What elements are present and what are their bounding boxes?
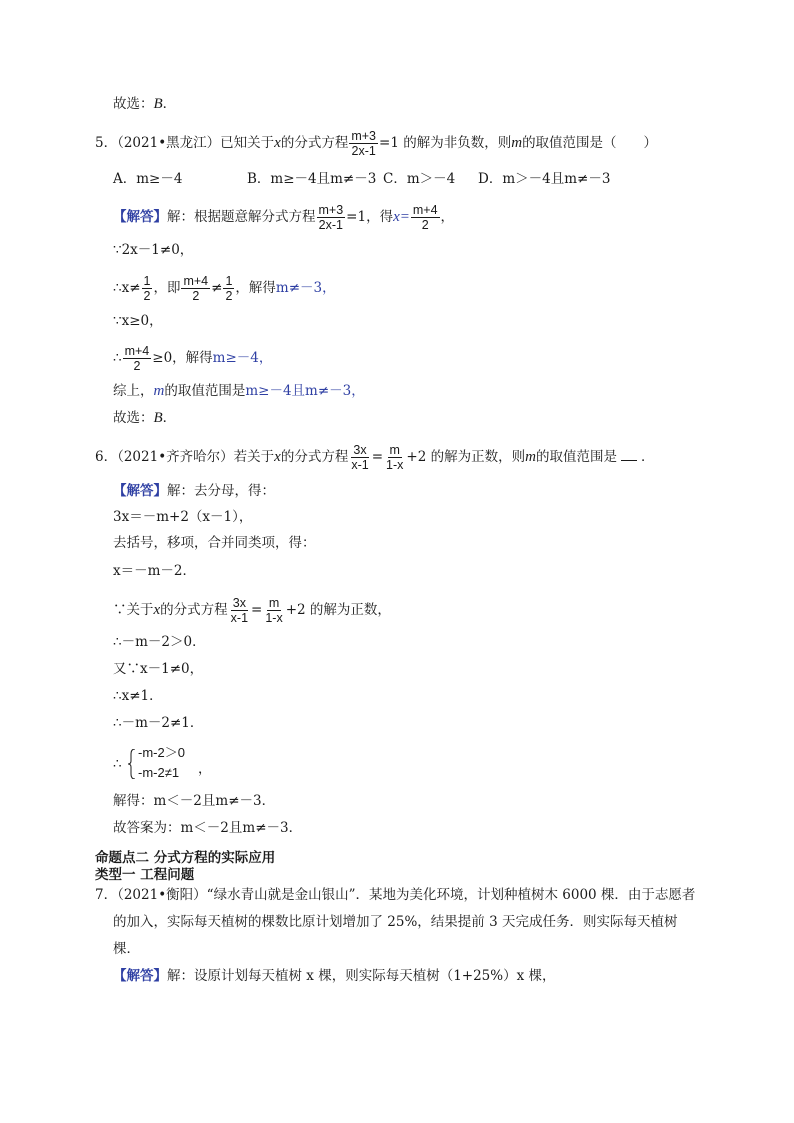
question-7-line-2: 的加入，实际每天植树的棵数比原计划增加了 25%，结果提前 3 天完成任务．则实际每天植树 <box>113 914 678 930</box>
q5-solution-line-5: ∴ $\frac{m+4}{2}$ ≥0，解得m≥－4， <box>113 344 273 373</box>
q6-solution-line-8: ∴x≠1． <box>113 688 163 704</box>
question-6-stem: 6．（2021•齐齐哈尔）若关于x的分式方程 $\frac{3x}{x-1}$ = $\frac{m}{1-x}$ +2 的解为正数，则m的取值范围是 ． <box>95 443 655 472</box>
answer-blank <box>621 448 637 461</box>
q6-solution-line-5: ∵关于x的分式方程 $\frac{3x}{x-1}$ = $\frac{m}{1-x}$ +2 的解为正数， <box>113 596 391 625</box>
option-b: B．m≥－4且m≠－3 <box>247 171 377 187</box>
answer-tag: 【解答】 <box>113 968 167 984</box>
fraction: $\frac{m}{1-x}$ <box>386 443 404 472</box>
option-c: C．m＞－4 <box>383 171 456 187</box>
q6-solution-line-4: x＝－m－2． <box>113 563 197 579</box>
q6-solution-line-7: 又∵x－1≠0， <box>113 661 204 677</box>
q5-solution-line-3: ∴x≠ $\frac{1}{2}$ ，即 $\frac{m+4}{2}$ ≠ $\frac{1}{2}$ ，解得m≠－3， <box>113 274 336 303</box>
q6-solution-therefore: ∴ <box>113 756 122 772</box>
fraction: $\frac{1}{2}$ <box>143 274 151 303</box>
answer-tag: 【解答】 <box>113 209 167 225</box>
answer-choice: B <box>153 96 163 112</box>
section-subtitle: 类型一 工程问题 <box>95 867 195 883</box>
q6-solution-line-9: ∴－m－2≠1． <box>113 715 204 731</box>
q6-solution-line-11: 解得：m＜－2且m≠－3． <box>113 793 276 809</box>
q6-solution-line-12: 故答案为：m＜－2且m≠－3． <box>113 820 303 836</box>
prev-answer-line: 故选：B． <box>113 96 177 112</box>
fraction: $\frac{m+3}{2x-1}$ <box>318 203 344 232</box>
section-title: 命题点二 分式方程的实际应用 <box>95 850 276 866</box>
question-7-line-1: 7．（2021•衡阳）“绿水青山就是金山银山”．某地为美化环境，计划种植树木 6000 棵．由于志愿者 <box>95 887 696 903</box>
fraction: $\frac{m+3}{2x-1}$ <box>351 129 377 158</box>
system-equation-2: -m-2≠1 <box>138 765 180 780</box>
q5-solution-line-7: 故选：B． <box>113 410 177 426</box>
fraction: $\frac{1}{2}$ <box>225 274 233 303</box>
q5-solution-line-4: ∵x≥0， <box>113 313 163 329</box>
fraction: $\frac{m+4}{2}$ <box>412 203 438 232</box>
system-brace <box>128 749 136 779</box>
fraction: $\frac{3x}{x-1}$ <box>351 443 369 472</box>
system-equation-1: -m-2＞0 <box>138 745 185 760</box>
fraction: $\frac{m+4}{2}$ <box>183 274 209 303</box>
fraction: $\frac{m}{1-x}$ <box>265 596 283 625</box>
q6-solution-line-6: ∴－m－2＞0． <box>113 634 206 650</box>
option-d: D．m＞－4且m≠－3 <box>478 171 611 187</box>
question-7-line-3: 棵． <box>113 941 140 957</box>
q5-solution-line-2: ∵2x－1≠0， <box>113 242 194 258</box>
q5-solution-line-1: 【解答】解：根据题意解分式方程 $\frac{m+3}{2x-1}$ =1，得x= $\frac{m+4}{2}$ ， <box>113 203 455 232</box>
q6-solution-line-1: 【解答】解：去分母，得： <box>113 483 275 499</box>
system-comma: ， <box>198 761 212 777</box>
q7-solution-line-1: 【解答】解：设原计划每天植树 x 棵，则实际每天植树（1+25%）x 棵， <box>113 968 556 984</box>
fraction: $\frac{3x}{x-1}$ <box>230 596 249 625</box>
question-5-stem: 5．（2021•黑龙江）已知关于x的分式方程 $\frac{m+3}{2x-1}$ =1 的解为非负数，则m的取值范围是（ ） <box>95 129 658 158</box>
q6-solution-line-3: 去括号，移项，合并同类项，得： <box>113 535 316 551</box>
q5-solution-line-6: 综上，m的取值范围是m≥－4且m≠－3， <box>113 383 365 399</box>
option-a: A．m≥－4 <box>113 171 183 187</box>
fraction: $\frac{m+4}{2}$ <box>124 344 150 373</box>
answer-tag: 【解答】 <box>113 483 167 499</box>
q6-solution-line-2: 3x＝－m+2（x－1）， <box>113 509 253 525</box>
